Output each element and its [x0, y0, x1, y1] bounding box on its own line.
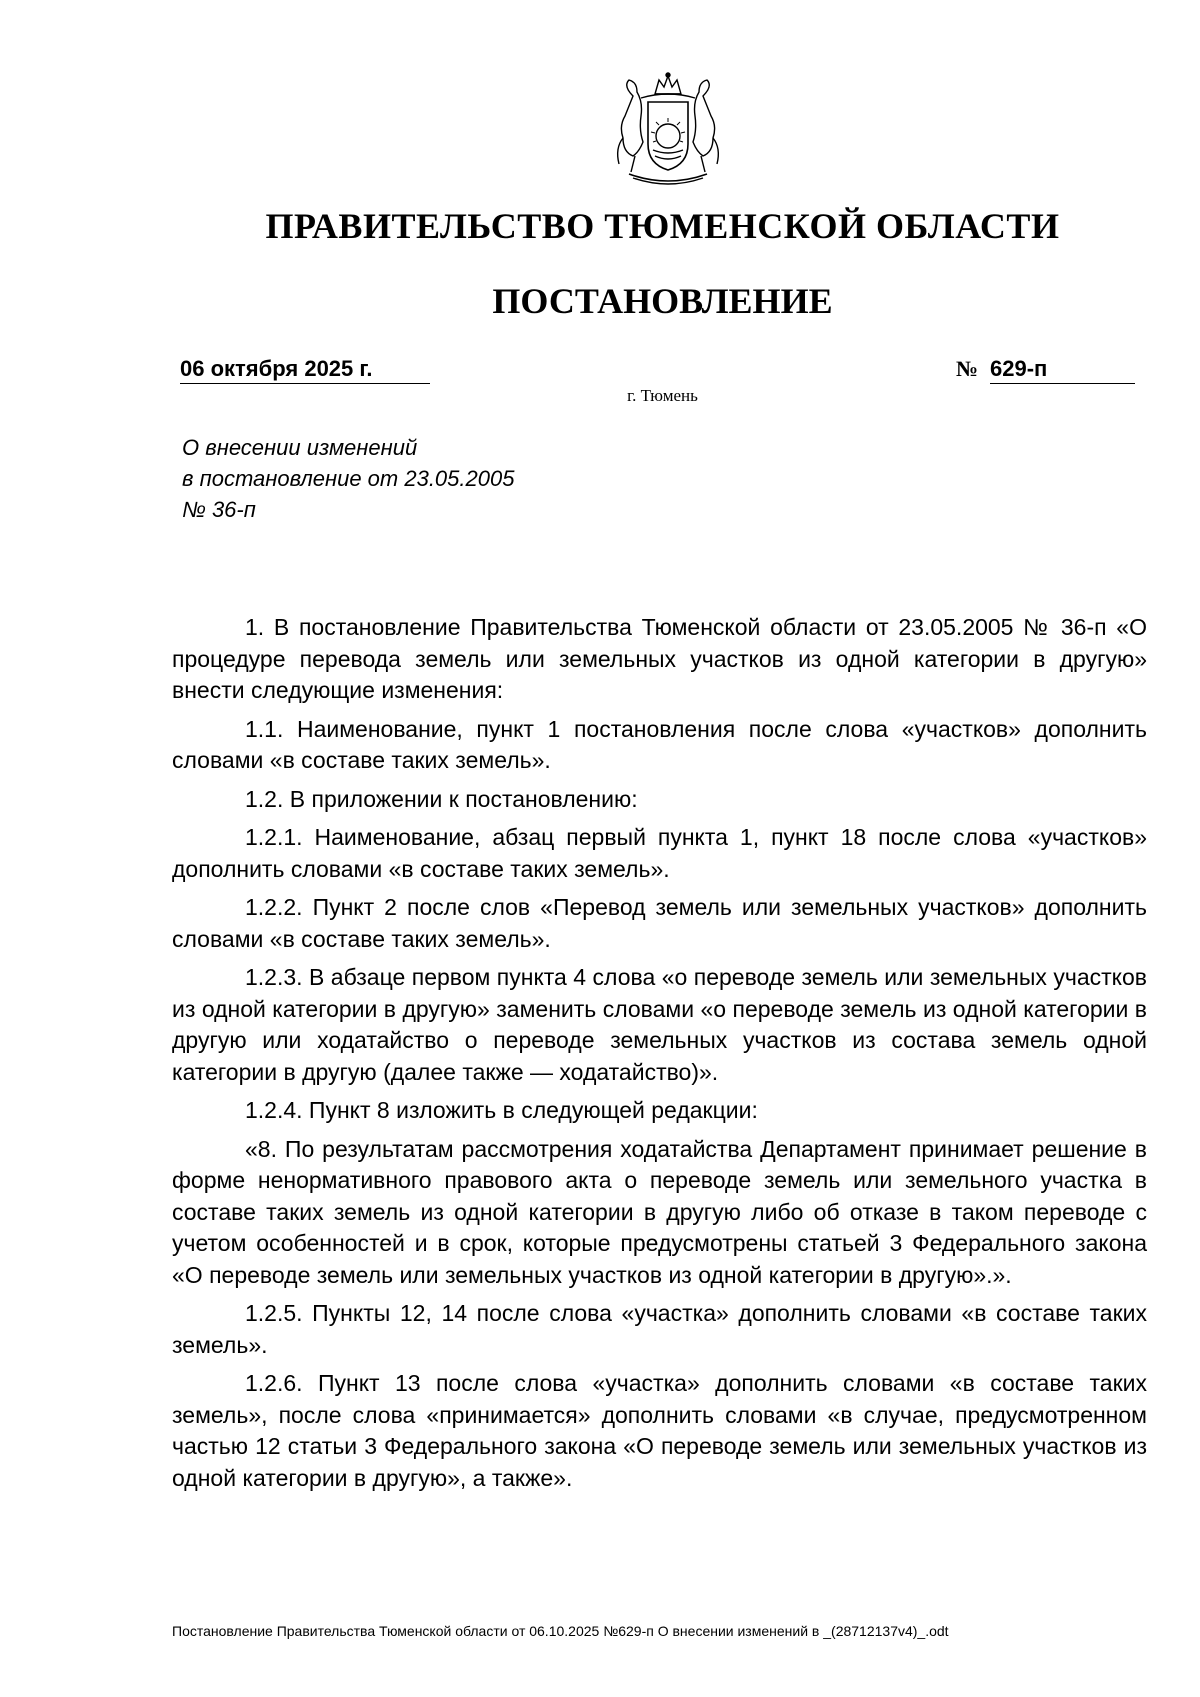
- document-subject: [182, 432, 514, 525]
- paragraph: 1.2.2. Пункт 2 после слов «Перевод земель или земельных участков» дополнить словами «в составе таких земель».: [172, 894, 1147, 952]
- document-body: [172, 612, 1147, 1501]
- footer-filename: Постановление Правительства Тюменской области от 06.10.2025 №629-п О внесении изменений в _(28712137v4)_.odt: [172, 1623, 949, 1639]
- city: г. Тюмень: [627, 386, 698, 405]
- paragraph: «8. По результатам рассмотрения ходатайства Департамент принимает решение в форме ненормативного правового акта о переводе земель или земельного участка в составе таких земель из одной категории в другую либо об отказе в таком переводе с учетом особенностей и в срок, которые предусмотрены статьей 3 Федерального закона «О переводе земель или земельных участков из одной категории в другую».».: [172, 1135, 1147, 1288]
- paragraph: 1. В постановление Правительства Тюменской области от 23.05.2005 № 36-п «О процедуре перевода земель или земельных участков из одной категории в другую» внести следующие изменения:: [172, 614, 1147, 703]
- organization-title: ПРАВИТЕЛЬСТВО ТЮМЕНСКОЙ ОБЛАСТИ: [265, 206, 1060, 246]
- subject-line: № 36-п: [182, 497, 256, 522]
- subject-line: О внесении изменений: [182, 435, 418, 460]
- document-date: 06 октября 2025 г.: [180, 355, 430, 384]
- number-sign: №: [956, 356, 979, 381]
- paragraph: 1.2.3. В абзаце первом пункта 4 слова «о переводе земель или земельных участков из одной категории в другую» заменить словами «о переводе земель из одной категории в другую или ходатайство о переводе земельных участков из состава земель одной категории в другую (далее также — ходатайство)».: [172, 964, 1147, 1085]
- paragraph: 1.2.4. Пункт 8 изложить в следующей редакции:: [245, 1097, 758, 1123]
- paragraph: 1.2.5. Пункты 12, 14 после слова «участка» дополнить словами «в составе таких земель».: [172, 1300, 1147, 1358]
- paragraph: 1.2.1. Наименование, абзац первый пункта 1, пункт 18 после слова «участков» дополнить словами «в составе таких земель».: [172, 824, 1147, 882]
- subject-line: в постановление от 23.05.2005: [182, 466, 515, 491]
- document-type: ПОСТАНОВЛЕНИЕ: [492, 281, 833, 321]
- paragraph: 1.2.6. Пункт 13 после слова «участка» дополнить словами «в составе таких земель», после слова «принимается» дополнить словами «в случае, предусмотренном частью 12 статьи 3 Федерального закона «О переводе земель или земельных участков из одной категории в другую», а также».: [172, 1370, 1147, 1491]
- document-number: 629-п: [990, 355, 1135, 384]
- coat-of-arms-icon: [593, 72, 743, 190]
- paragraph: 1.1. Наименование, пункт 1 постановления после слова «участков» дополнить словами «в составе таких земель».: [172, 715, 1147, 773]
- paragraph: 1.2. В приложении к постановлению:: [245, 785, 638, 812]
